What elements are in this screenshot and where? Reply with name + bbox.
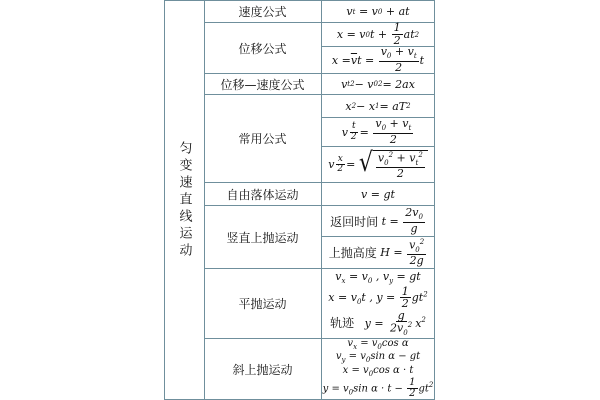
formula-displacement-1: x = v 0 t + $\frac{1}{2}$ at 2 xyxy=(336,21,420,47)
label-common: 常用公式 xyxy=(238,132,287,146)
max-height-text: 上抛高度 xyxy=(328,246,377,260)
label-displacement: 位移公式 xyxy=(238,41,287,56)
category-text: 匀变速直线运动 xyxy=(176,140,192,260)
formula-projectile: $v_x = v_0$ , $v_y$ = gt $x = v_0t$ , y = $\frac{1}{2}$ $gt^2$ 轨迹 y = $\frac{g}{2v_0^2}$ $x^2$ xyxy=(328,269,428,338)
category-cell xyxy=(164,0,204,400)
label-free-fall: 自由落体运动 xyxy=(226,187,299,202)
label-projectile: 平抛运动 xyxy=(238,297,287,311)
label-disp-speed: 位移—速度公式 xyxy=(220,77,305,92)
formula-common-2: v $\frac{t}{2}$ = $\frac{v_0 + v_t}{2}$ xyxy=(341,117,412,146)
label-speed: 速度公式 xyxy=(238,5,287,19)
return-time-text: 返回时间 xyxy=(330,214,379,229)
formula-speed: v t = v 0 + at xyxy=(346,5,410,18)
formula-oblique: $v_x = v_0\cos$ α $v_y = v_0\sin$ α − gt $x = v_0\cos$ α · t $y = v_0\sin$ α · t − $\frac{1}{2}$ $gt^2$ xyxy=(322,338,434,400)
formula-max-height: 上抛高度 H = $\frac{v_0^2}{2g}$ xyxy=(328,237,425,267)
label-oblique: 斜上抛运动 xyxy=(232,362,293,377)
formula-return-time: 返回时间 t = $\frac{2v_0}{g}$ xyxy=(330,206,423,235)
trajectory-text: 轨迹 xyxy=(330,315,355,330)
formula-common-1: x 2 − x 1 = aT 2 xyxy=(345,99,411,113)
formula-free-fall: v = gt xyxy=(361,187,395,201)
label-vertical-throw: 竖直上抛运动 xyxy=(226,230,299,245)
formula-displacement-2: x = $\overline{v}$ t = $\frac{v_0 + v_t}{2}$ t xyxy=(331,45,425,74)
formula-common-3: v $\frac{x}{2}$ = √ $\frac{v_0^2 + v_t^2}{2}$ xyxy=(322,147,434,182)
formula-disp-speed: v t 2 − v 0 2 = 2ax xyxy=(341,77,415,91)
